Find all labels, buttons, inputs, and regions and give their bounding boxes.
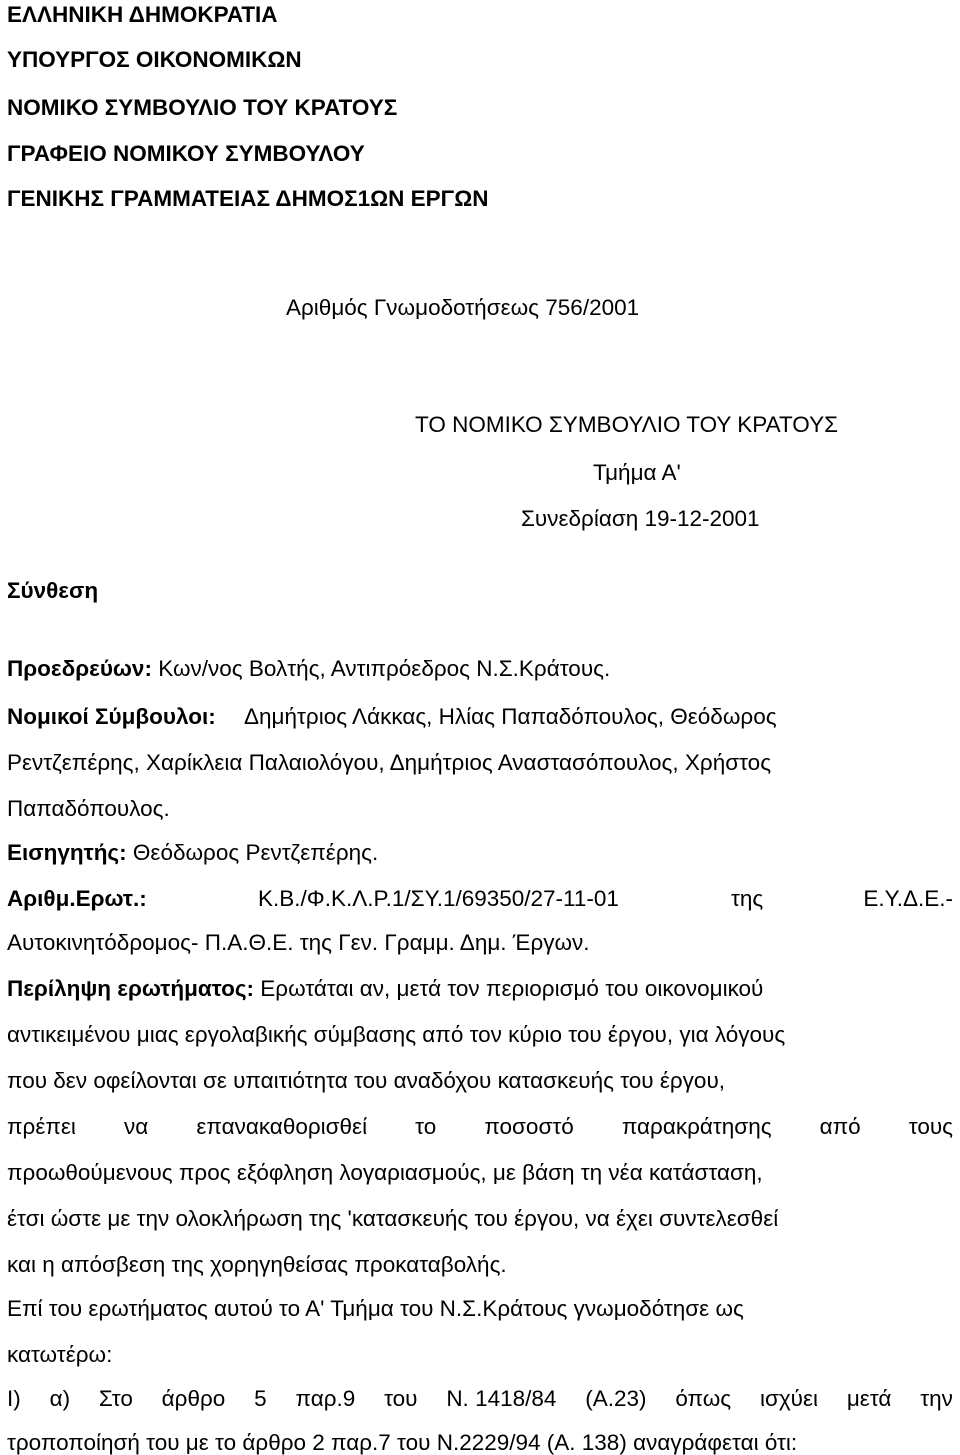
header-line-4: ΓΡΑΦΕΙΟ ΝΟΜΙΚΟΥ ΣΥΜΒΟΥΛΟΥ [7, 141, 365, 166]
point1-line-1 [7, 1388, 953, 1411]
opinion-intro-line-2: κατωτέρω: [7, 1342, 113, 1367]
header-line-5: ΓΕΝΙΚΗΣ ΓΡΑΜΜΑΤΕΙΑΣ ΔΗΜΟΣ1ΩΝ ΕΡΓΩΝ [7, 186, 489, 211]
composition-heading: Σύνθεση [7, 578, 99, 603]
opinion-intro-line-1: Επί του ερωτήματος αυτού το Α' Τμήμα του Ν.Σ.Κράτους γνωμοδότησε ως [7, 1296, 744, 1321]
query-ref: Κ.Β./Φ.Κ.Λ.Ρ.1/ΣΥ.1/69350/27-11-01 [258, 886, 619, 911]
summary-word: παρακράτησης [621, 1114, 772, 1139]
council-session: Συνεδρίαση 19-12-2001 [521, 506, 760, 531]
header-line-1: ΕΛΛΗΝΙΚΗ ΔΗΜΟΚΡΑΤΙΑ [7, 2, 278, 27]
query-line-1 [7, 888, 953, 911]
point1-word: ισχύει [759, 1386, 819, 1411]
summary-word: το [415, 1114, 437, 1139]
summary-word: ποσοστό [484, 1114, 574, 1139]
president-value: Κων/νος Βολτής, Αντιπρόεδρος Ν.Σ.Κράτους. [158, 656, 611, 681]
rapporteur-label: Εισηγητής: [7, 840, 127, 865]
point1-word: όπως [675, 1386, 732, 1411]
summary-line-1 [7, 978, 763, 1001]
summary-line-6: έτσι ώστε με την ολοκλήρωση της 'κατασκευής του έργου, να έχει συντελεσθεί [7, 1206, 779, 1231]
point1-word: παρ.9 [295, 1386, 356, 1411]
president-label: Προεδρεύων: [7, 656, 152, 681]
advisors-line-2: Ρεντζεπέρης, Χαρίκλεια Παλαιολόγου, Δημήτριος Αναστασόπουλος, Χρήστος [7, 750, 772, 775]
rapporteur-line [7, 842, 378, 865]
point1-word: 5 [254, 1386, 267, 1411]
president-line [7, 658, 610, 681]
point1-word: την [920, 1386, 953, 1411]
summary-word: να [123, 1114, 149, 1139]
advisors-line-3: Παπαδόπουλος. [7, 796, 170, 821]
point1-word: μετά [846, 1386, 892, 1411]
advisors-names-1: Δημήτριος Λάκκας, Ηλίας Παπαδόπουλος, Θεόδωρος [243, 704, 777, 729]
point1-word: Ν. 1418/84 [446, 1386, 557, 1411]
summary-word: τους [908, 1114, 953, 1139]
summary-word: πρέπει [7, 1114, 76, 1139]
summary-line-2: αντικειμένου μιας εργολαβικής σύμβασης από τον κύριο του έργου, για λόγους [7, 1022, 786, 1047]
point1-word: άρθρο [161, 1386, 226, 1411]
point1-word: Στο [98, 1386, 133, 1411]
summary-line-4 [7, 1116, 953, 1139]
council-name: ΤΟ ΝΟΜΙΚΟ ΣΥΜΒΟΥΛΙΟ ΤΟΥ ΚΡΑΤΟΥΣ [415, 412, 838, 437]
query-org: Ε.Υ.Δ.Ε.- [863, 886, 953, 911]
point1-word: του [384, 1386, 418, 1411]
summary-word: επανακαθορισθεί [196, 1114, 368, 1139]
query-label: Αριθμ.Ερωτ.: [7, 886, 147, 911]
summary-word: από [819, 1114, 861, 1139]
point1-word: α) [49, 1386, 71, 1411]
point1-word: (Α.23) [585, 1386, 647, 1411]
summary-label: Περίληψη ερωτήματος: [7, 976, 255, 1001]
query-line-2: Αυτοκινητόδρομος- Π.Α.Θ.Ε. της Γεν. Γραμμ. Δημ. Έργων. [7, 930, 590, 955]
rapporteur-value: Θεόδωρος Ρεντζεπέρης. [132, 840, 379, 865]
summary-line-5: προωθούμενους προς εξόφληση λογαριασμούς, με βάση τη νέα κατάσταση, [7, 1160, 763, 1185]
header-line-3: ΝΟΜΙΚΟ ΣΥΜΒΟΥΛΙΟ ΤΟΥ ΚΡΑΤΟΥΣ [7, 95, 398, 120]
summary-line-7: και η απόσβεση της χορηγηθείσας προκαταβολής. [7, 1252, 507, 1277]
summary-line-3: που δεν οφείλονται σε υπαιτιότητα του αναδόχου κατασκευής του έργου, [7, 1068, 726, 1093]
advisors-label: Νομικοί Σύμβουλοι: [7, 704, 216, 729]
council-section: Τμήμα Α' [593, 460, 681, 485]
point1-line-2: τροποποίησή του με το άρθρο 2 παρ.7 του Ν.2229/94 (Α. 138) αναγράφεται ότι: [7, 1430, 798, 1455]
point1-word: I) [7, 1386, 21, 1411]
query-of: της [731, 886, 764, 911]
summary-text-1: Ερωτάται αν, μετά τον περιορισμό του οικονομικού [260, 976, 764, 1001]
advisors-line-1 [7, 706, 777, 729]
opinion-number: Αριθμός Γνωμοδοτήσεως 756/2001 [286, 295, 640, 320]
header-line-2: ΥΠΟΥΡΓΟΣ ΟΙΚΟΝΟΜΙΚΩΝ [7, 47, 302, 72]
